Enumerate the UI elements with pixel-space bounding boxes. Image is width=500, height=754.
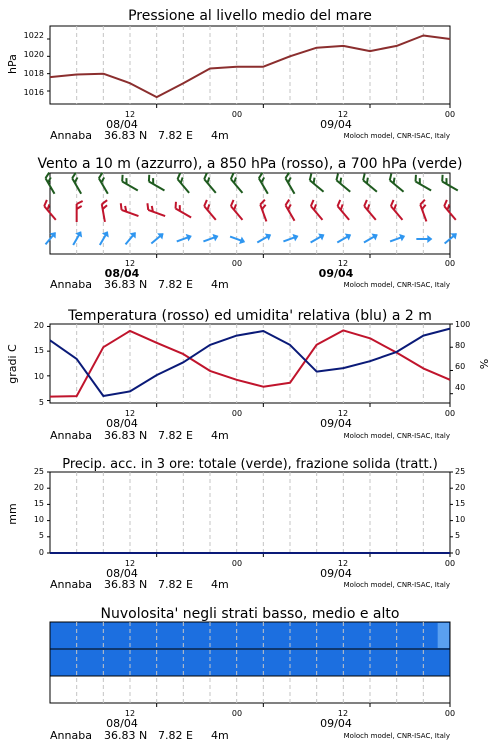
wind-barb-arrowhead [371,231,379,240]
time-tick: 12 [337,709,349,718]
model-credit: Moloch model, CNR-ISAC, Italy [343,132,450,140]
pressure-ytick: 1020 [23,50,44,59]
precip-footer [50,578,450,591]
clouds-title: Nuvolosita' negli strati basso, medio e alto [100,606,400,622]
wind-time-axis [105,259,455,280]
location-lat: 36.83 N [104,129,148,142]
wind-barb-flag [442,200,449,206]
day-label: 08/04 [106,567,138,580]
location-lat: 36.83 N [104,729,148,742]
time-tick: 00 [231,559,243,568]
wind-barb-flag [119,203,124,210]
wind-barb-flag [101,200,107,204]
location-elevation: 4m [211,578,229,591]
temperature-time-axis [106,409,455,430]
wind-footer [50,278,450,291]
wind-barb-flag [419,200,426,205]
precip-ytick-right: 10 [455,515,466,524]
wind-barb-10m [335,231,353,246]
clouds-time-axis [106,709,455,730]
wind-barb-850hpa [309,200,327,220]
wind-barb-700hpa [257,173,273,194]
precip-ytick: 25 [33,467,44,476]
wind-barb-700hpa [229,173,247,193]
wind-barb-700hpa [97,173,113,194]
time-tick: 00 [231,409,243,418]
day-label: 08/04 [106,417,138,430]
wind-barb-10m [202,232,220,245]
time-tick: 12 [337,110,349,119]
wind-barb-10m [389,232,407,245]
wind-barb-arrowhead [186,232,193,241]
location-lon: 7.82 E [158,129,193,142]
location-name: Annaba [50,129,92,142]
pressure-frame [50,26,450,104]
wind-barb-arrowhead [239,237,246,246]
wind-barb-arrowhead [265,231,273,240]
humidity-ytick: 80 [455,341,466,350]
pressure-title: Pressione al livello medio del mare [128,8,372,24]
pressure-line [50,36,450,98]
location-name: Annaba [50,729,92,742]
clouds-footer [50,729,450,742]
precip-ytick: 0 [38,548,44,557]
precip-ytick-right: 5 [455,531,461,540]
precip-time-axis [106,559,455,580]
time-tick: 12 [124,409,136,418]
precip-ytick: 15 [33,499,44,508]
wind-barb-flag [334,174,340,181]
wind-barb-10m [149,230,166,246]
wind-barb-arrowhead [427,235,432,243]
wind-barb-flag [42,200,49,206]
wind-frame [50,173,450,254]
wind-barb-flag [120,175,126,182]
precip-ytick: 20 [33,483,44,492]
time-tick: 00 [444,259,456,268]
day-label: 09/04 [320,567,352,580]
wind-barb-10m [442,230,459,246]
time-tick: 12 [124,559,136,568]
wind-barb-arrowhead [345,231,353,240]
temperature-ytick: 20 [33,321,44,330]
model-credit: Moloch model, CNR-ISAC, Italy [343,581,450,589]
cloud-band-medio [50,649,450,676]
humidity-line [50,329,450,396]
wind-barb-10m [122,230,138,247]
wind-barb-flag [202,200,209,206]
wind-barb-850hpa [101,200,111,222]
wind-barb-flag [173,202,179,209]
cloud-cell-partial [438,623,449,648]
temperature-ylabel: gradi C [6,344,19,384]
wind-barb-850hpa [229,200,247,220]
temperature-title: Temperatura (rosso) ed umidita' relativa (blu) a 2 m [68,308,432,324]
wind-barb-850hpa [362,200,380,220]
wind-barb-700hpa [71,173,87,194]
location-name: Annaba [50,429,92,442]
wind-barb-700hpa [334,174,354,192]
wind-barb-arrowhead [399,232,406,241]
wind-barb-flag [361,174,367,181]
day-label: 08/04 [106,118,138,131]
wind-barb-flag [229,173,236,179]
time-tick: 12 [337,559,349,568]
location-lon: 7.82 E [158,278,193,291]
location-lon: 7.82 E [158,729,193,742]
day-label: 08/04 [106,717,138,730]
temperature-ytick: 10 [33,372,44,381]
precip-ytick: 5 [38,531,44,540]
time-tick: 00 [444,709,456,718]
wind-barb-850hpa [284,200,300,221]
day-label: 09/04 [320,118,352,131]
temperature-footer [50,429,450,442]
wind-barb-850hpa [202,200,220,220]
wind-barb-700hpa [176,173,194,193]
wind-barb-flag [362,200,369,206]
wind-barb-850hpa [389,200,407,220]
pressure-ylabel: hPa [6,54,19,74]
wind-barb-700hpa [307,174,327,192]
wind-barb-10m [282,232,300,245]
day-label: 09/04 [318,267,354,280]
time-tick: 00 [231,259,243,268]
temperature-frame [50,324,450,403]
precip-ytick-right: 25 [455,467,466,476]
wind-barb-700hpa [284,173,300,194]
wind-barb-flag [176,173,183,179]
wind-barb-arrowhead [292,232,299,241]
pressure-time-axis [106,110,455,131]
location-lat: 36.83 N [104,278,148,291]
wind-barb-850hpa [77,201,83,222]
wind-barb-flag [146,175,152,182]
wind-barb-850hpa [419,200,432,222]
wind-barb-flag [440,175,446,182]
temperature-line [50,330,450,396]
wind-barb-flag [387,174,393,181]
time-tick: 12 [337,409,349,418]
wind-barb-10m [42,230,58,247]
wind-barb-850hpa [336,200,354,220]
wind-barb-10m [229,233,247,246]
wind-barb-flag [229,200,236,206]
location-elevation: 4m [211,129,229,142]
time-tick: 00 [444,110,456,119]
wind-barb-flag [307,174,313,181]
location-lat: 36.83 N [104,578,148,591]
wind-barb-700hpa [44,173,60,194]
model-credit: Moloch model, CNR-ISAC, Italy [343,732,450,740]
location-elevation: 4m [211,729,229,742]
wind-barb-flag [202,173,209,179]
day-label: 09/04 [320,417,352,430]
pressure-ytick: 1016 [23,88,44,97]
humidity-ytick: 60 [455,362,466,371]
wind-barb-850hpa [42,200,60,220]
time-tick: 12 [124,259,136,268]
location-elevation: 4m [211,429,229,442]
precip-ytick-right: 0 [455,548,461,557]
wind-barb-700hpa [387,174,407,192]
temperature-ytick: 15 [33,346,44,355]
wind-barb-10m [362,231,380,246]
location-lon: 7.82 E [158,429,193,442]
time-tick: 12 [124,110,136,119]
time-tick: 12 [337,259,349,268]
day-label: 09/04 [320,717,352,730]
time-tick: 00 [444,409,456,418]
wind-barb-850hpa [259,200,272,222]
wind-barb-10m [309,231,327,246]
wind-barb-850hpa [442,200,460,220]
precip-ytick-right: 20 [455,483,466,492]
wind-barb-arrowhead [318,231,326,240]
pressure-ytick: 1018 [23,69,44,78]
precip-ytick: 10 [33,515,44,524]
model-credit: Moloch model, CNR-ISAC, Italy [343,281,450,289]
wind-barb-10m [175,232,193,245]
pressure-footer [50,129,450,142]
cloud-band-alto [50,622,450,649]
pressure-ytick: 1022 [23,31,44,40]
wind-barb-flag [145,203,150,210]
location-name: Annaba [50,578,92,591]
wind-barb-700hpa [202,173,220,193]
model-credit: Moloch model, CNR-ISAC, Italy [343,432,450,440]
wind-barb-flag [336,200,343,206]
location-name: Annaba [50,278,92,291]
wind-barb-10m [416,235,432,243]
day-label: 08/04 [104,267,140,280]
precip-ylabel: mm [6,503,19,525]
humidity-ylabel: % [478,358,491,370]
wind-barb-flag [309,200,316,206]
location-elevation: 4m [211,278,229,291]
wind-barb-arrowhead [212,232,219,241]
time-tick: 00 [231,709,243,718]
humidity-ytick: 40 [455,383,466,392]
precip-frame [50,472,450,553]
time-tick: 00 [444,559,456,568]
wind-barb-flag [259,200,266,205]
wind-barb-flag [77,201,83,204]
wind-title: Vento a 10 m (azzurro), a 850 hPa (rosso), a 700 hPa (verde) [37,156,463,172]
time-tick: 12 [124,709,136,718]
wind-barb-10m [255,231,273,246]
precip-title: Precip. acc. in 3 ore: totale (verde), frazione solida (tratt.) [62,457,438,472]
wind-barb-flag [413,175,419,182]
wind-barb-flag [389,200,396,206]
location-lat: 36.83 N [104,429,148,442]
temperature-ytick: 5 [38,398,44,407]
time-tick: 00 [231,110,243,119]
location-lon: 7.82 E [158,578,193,591]
precip-ytick-right: 15 [455,499,466,508]
wind-barb-700hpa [361,174,381,192]
humidity-ytick: 100 [455,320,471,329]
